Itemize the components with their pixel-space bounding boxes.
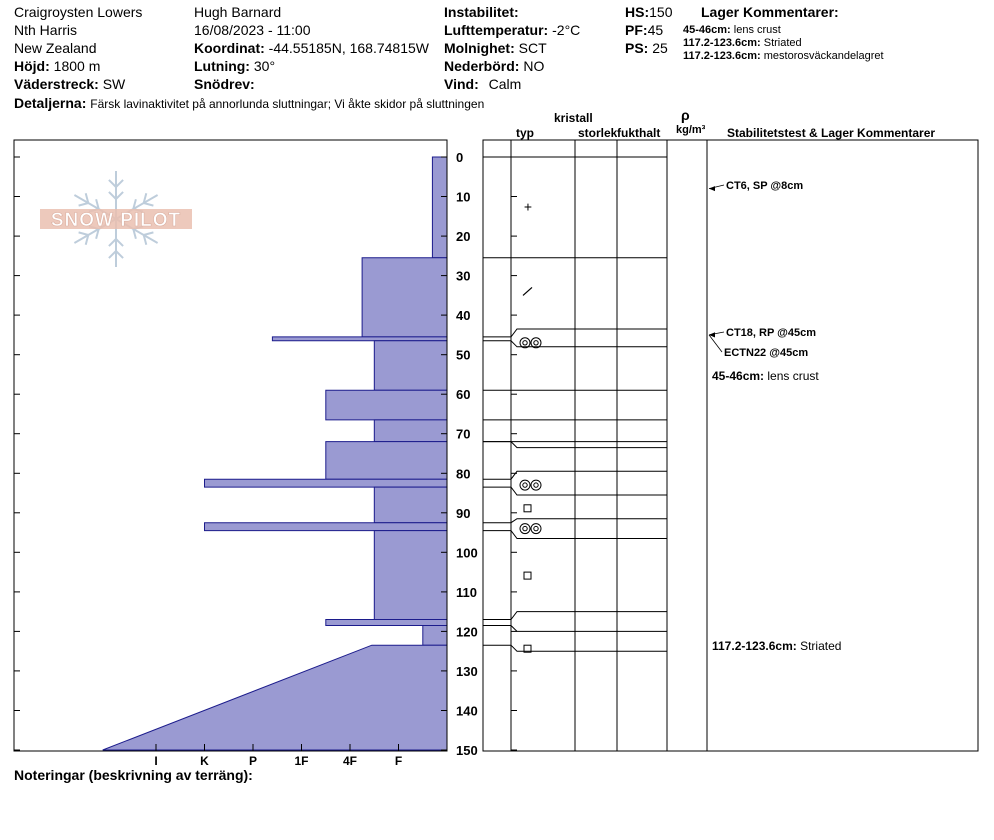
hardness-tick-label: K xyxy=(200,754,209,768)
precip-label: Nederbörd: xyxy=(444,58,520,74)
hardness-layer xyxy=(374,341,447,390)
hardness-tick-label: 4F xyxy=(342,754,358,768)
depth-label: 80 xyxy=(456,466,471,482)
hs-label: HS: xyxy=(625,4,650,20)
hardness-tick-label: P xyxy=(248,754,258,768)
snowflake-branch xyxy=(79,203,89,206)
depth-label: 140 xyxy=(456,703,478,719)
grain-symbol-ring-outer xyxy=(531,480,541,490)
precip-value: NO xyxy=(523,58,545,74)
pf-label: PF: xyxy=(625,22,648,38)
depth-label: 20 xyxy=(456,229,471,245)
coord-value: -44.55185N, 168.74815W xyxy=(268,40,429,56)
details-label: Detaljerna: xyxy=(14,95,87,111)
depth-label: 90 xyxy=(456,505,471,521)
col-typ: typ xyxy=(516,126,534,140)
hardness-tick-label: 1F xyxy=(294,754,309,768)
location: Craigroysten Lowers xyxy=(14,4,143,20)
snowflake-branch xyxy=(116,251,123,258)
grain-symbol-ring-inner xyxy=(523,483,527,487)
airtemp-label: Lufttemperatur: xyxy=(444,22,549,38)
logo-text: SNOW PILOT xyxy=(50,210,182,231)
col-rho: ρ xyxy=(681,107,690,123)
wind-label: Vind: xyxy=(444,76,479,92)
hardness-tick-label: I xyxy=(154,754,158,768)
hardness-layer xyxy=(374,420,447,442)
hardness-layer xyxy=(374,531,447,620)
slope-label: Lutning: xyxy=(194,58,250,74)
grain-symbol-ring-outer xyxy=(520,524,530,534)
col-fukthalt: fukthalt xyxy=(617,126,661,140)
stability-test-label: ECTN22 @45cm xyxy=(724,347,809,359)
snowflake-branch xyxy=(116,180,123,187)
grain-symbol-plus: + xyxy=(523,198,533,215)
coord-label: Koordinat: xyxy=(194,40,265,56)
hardness-layer xyxy=(326,442,447,480)
aspect-label: Väderstreck: xyxy=(14,76,99,92)
hardness-tick-label: F xyxy=(394,754,403,768)
grain-symbol-ring-inner xyxy=(534,483,538,487)
layer-comment-text: mestorosväckandelagret xyxy=(763,50,884,62)
layer-comment-text: lens crust xyxy=(733,24,781,36)
stability-arrowhead xyxy=(709,186,715,191)
hardness-layer xyxy=(326,620,447,626)
snowflake-branch xyxy=(109,180,116,187)
snowflake-branch xyxy=(109,239,116,246)
depth-label: 0 xyxy=(456,150,464,165)
depth-label: 70 xyxy=(456,426,471,442)
grain-symbol-ring-inner xyxy=(534,341,538,345)
airtemp-value: -2°C xyxy=(552,22,581,38)
stability-test-label: CT18, RP @45cm xyxy=(726,327,817,339)
layer-comment: 45-46cm: lens crust xyxy=(712,369,819,383)
snowflake-branch xyxy=(79,232,89,235)
snowflake-branch xyxy=(144,232,154,235)
hardness-layer xyxy=(272,337,447,341)
observer: Hugh Barnard xyxy=(194,4,282,20)
hardness-layer xyxy=(205,479,448,487)
hardness-layer xyxy=(374,487,447,523)
aspect-value: SW xyxy=(102,76,126,92)
wind-value: Calm xyxy=(488,76,522,92)
ps-label: PS: xyxy=(625,40,649,56)
layer-table-frame xyxy=(483,140,978,751)
snowflake-branch xyxy=(144,203,154,206)
ps-value: 25 xyxy=(652,40,668,56)
hardness-layer xyxy=(205,523,448,531)
stability-arrow xyxy=(709,335,722,352)
instability-label: Instabilitet: xyxy=(444,4,519,20)
hs-value: 150 xyxy=(649,4,673,20)
col-stability: Stabilitetstest & Lager Kommentarer xyxy=(727,126,936,140)
grain-symbol-ring-outer xyxy=(520,480,530,490)
layer-comment-range: 45-46cm: xyxy=(683,24,731,36)
pf-value: 45 xyxy=(647,22,664,38)
layer-comment-text: Striated xyxy=(763,37,802,49)
sky-label: Molnighet: xyxy=(444,40,515,56)
hardness-layer xyxy=(362,258,447,337)
hardness-layer xyxy=(103,645,447,750)
datetime: 16/08/2023 - 11:00 xyxy=(194,22,311,38)
country: New Zealand xyxy=(14,40,97,56)
elevation-value: 1800 m xyxy=(53,58,101,74)
hardness-layer xyxy=(423,626,447,646)
elevation-label: Höjd: xyxy=(14,58,50,74)
grain-symbol-square xyxy=(524,572,531,579)
grain-symbol-slash xyxy=(523,287,532,295)
snowflake-branch xyxy=(116,239,123,246)
details-value: Färsk lavinaktivitet på annorlunda sluttningar; Vi åkte skidor på sluttningen xyxy=(90,97,485,111)
grain-symbol-ring-inner xyxy=(534,526,538,530)
depth-label: 40 xyxy=(456,308,471,324)
depth-label: 150 xyxy=(456,743,478,758)
grain-symbol-ring-inner xyxy=(523,341,527,345)
snowflake-branch xyxy=(116,192,123,199)
drift-label: Snödrev: xyxy=(194,76,255,92)
grain-symbol-ring-outer xyxy=(531,524,541,534)
depth-label: 30 xyxy=(456,268,471,284)
range: Nth Harris xyxy=(14,22,78,38)
sky-value: SCT xyxy=(518,40,547,56)
hardness-layer xyxy=(432,157,447,258)
col-kristall: kristall xyxy=(554,111,593,125)
col-density-unit: kg/m³ xyxy=(676,124,706,136)
depth-label: 100 xyxy=(456,545,478,561)
layer-comment-range: 117.2-123.6cm: xyxy=(683,50,761,62)
snowflake-branch xyxy=(109,192,116,199)
notes-label: Noteringar (beskrivning av terräng): xyxy=(14,767,253,783)
layer-comments-title: Lager Kommentarer: xyxy=(701,4,839,20)
col-storlek: storlek xyxy=(578,126,617,140)
layer-comment-range: 117.2-123.6cm: xyxy=(683,37,761,49)
snowpilot-logo xyxy=(40,171,192,267)
depth-label: 10 xyxy=(456,189,471,205)
depth-label: 120 xyxy=(456,624,478,640)
slope-value: 30° xyxy=(253,58,276,74)
depth-label: 60 xyxy=(456,387,471,403)
snowflake-branch xyxy=(109,251,116,258)
grain-symbol-ring-inner xyxy=(523,526,527,530)
grain-symbol-square xyxy=(524,505,531,512)
depth-label: 110 xyxy=(456,584,477,600)
hardness-layer xyxy=(326,390,447,420)
stability-test-label: CT6, SP @8cm xyxy=(726,180,804,192)
depth-label: 50 xyxy=(456,347,471,363)
layer-comment: 117.2-123.6cm: Striated xyxy=(712,639,842,653)
depth-label: 130 xyxy=(456,663,478,679)
